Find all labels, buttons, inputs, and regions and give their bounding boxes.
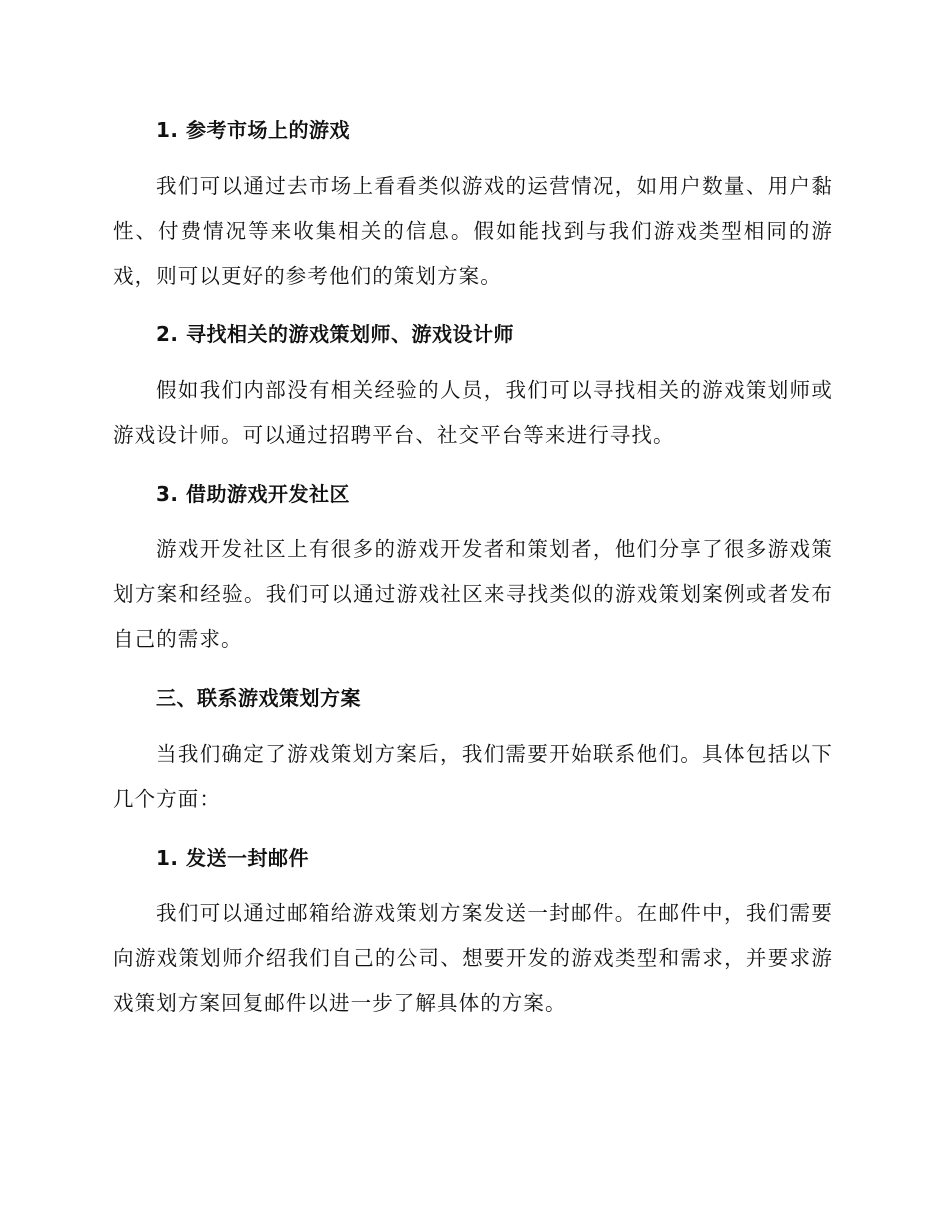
section-heading-dev-community: 3. 借助游戏开发社区: [156, 482, 350, 506]
section-heading-find-designers: 2. 寻找相关的游戏策划师、游戏设计师: [156, 322, 514, 346]
section-heading-reference-market-games: 1. 参考市场上的游戏: [156, 118, 350, 142]
section-heading-send-email: 1. 发送一封邮件: [156, 846, 309, 870]
paragraph-find-designers: 假如我们内部没有相关经验的人员，我们可以寻找相关的游戏策划师或游戏设计师。可以通过招聘平台、社交平台等来进行寻找。: [113, 378, 833, 447]
paragraph-contact-plan: 当我们确定了游戏策划方案后，我们需要开始联系他们。具体包括以下几个方面：: [113, 742, 833, 811]
paragraph-market-research: 我们可以通过去市场上看看类似游戏的运营情况，如用户数量、用户黏性、付费情况等来收集相关的信息。假如能找到与我们游戏类型相同的游戏，则可以更好的参考他们的策划方案。: [113, 174, 833, 288]
section-heading-contact-plan: 三、联系游戏策划方案: [156, 686, 361, 710]
paragraph-dev-community: 游戏开发社区上有很多的游戏开发者和策划者，他们分享了很多游戏策划方案和经验。我们可以通过游戏社区来寻找类似的游戏策划案例或者发布自己的需求。: [113, 537, 833, 651]
paragraph-send-email: 我们可以通过邮箱给游戏策划方案发送一封邮件。在邮件中，我们需要向游戏策划师介绍我们自己的公司、想要开发的游戏类型和需求，并要求游戏策划方案回复邮件以进一步了解具体的方案。: [113, 901, 833, 1015]
